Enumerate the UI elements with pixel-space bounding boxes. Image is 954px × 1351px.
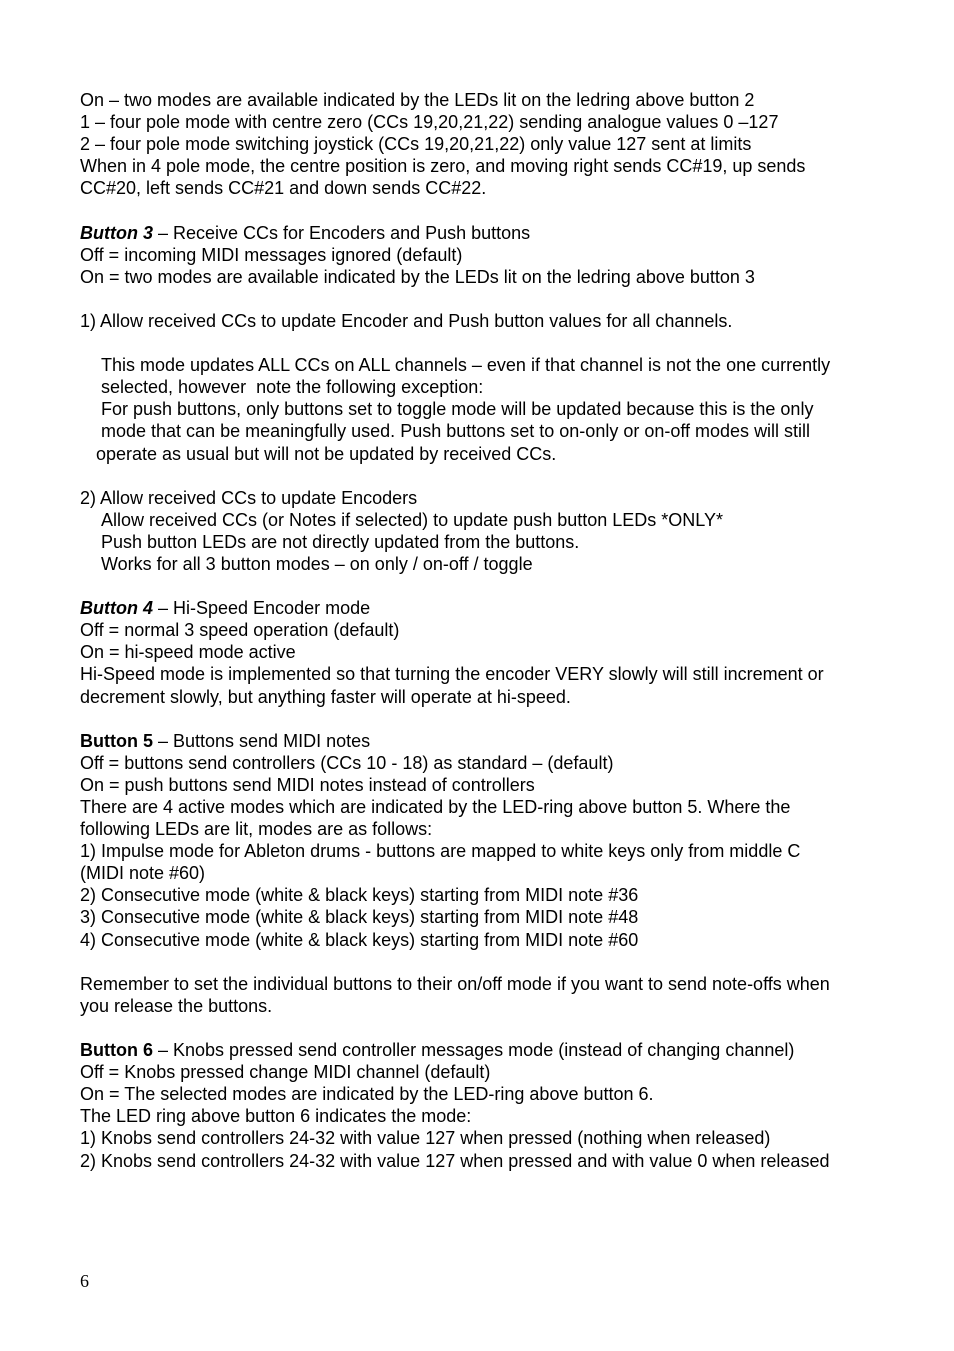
list-item: 2) Consecutive mode (white & black keys) starting from MIDI note #36: [80, 885, 639, 906]
text-line: 2) Allow received CCs to update Encoders: [80, 487, 418, 508]
paragraph-gap: [80, 708, 900, 730]
page-body: [80, 89, 900, 1172]
list-item: 3) Consecutive mode (white & black keys) starting from MIDI note #48: [80, 907, 639, 928]
paragraph-gap: [80, 951, 900, 973]
text-line: Push button LEDs are not directly updated from the buttons.: [101, 531, 580, 552]
text-line: Off = buttons send controllers (CCs 10 - 18) as standard – (default): [80, 752, 614, 773]
text-line: 2 – four pole mode switching joystick (CCs 19,20,21,22) only value 127 sent at limits: [80, 134, 752, 155]
button3-label: Button 3: [80, 222, 153, 243]
text-line: selected, however note the following exception:: [101, 377, 484, 398]
text-line: On = push buttons send MIDI notes instead of controllers: [80, 774, 535, 795]
text-line: Hi-Speed mode is implemented so that turning the encoder VERY slowly will still increment or: [80, 664, 824, 685]
paragraph-gap: [80, 575, 900, 597]
text-line: On – two modes are available indicated by the LEDs lit on the ledring above button 2: [80, 90, 755, 110]
button3-title: – Receive CCs for Encoders and Push buttons: [152, 222, 531, 243]
text-line: On = The selected modes are indicated by the LED-ring above button 6.: [80, 1084, 654, 1105]
text-line: The LED ring above button 6 indicates the mode:: [80, 1106, 472, 1127]
text-line: Remember to set the individual buttons to their on/off mode if you want to send note-offs when: [80, 973, 830, 994]
text-line: CC#20, left sends CC#21 and down sends CC#22.: [80, 178, 487, 199]
text-line: 1) Allow received CCs to update Encoder and Push button values for all channels.: [80, 310, 733, 331]
paragraph-gap: [80, 1017, 900, 1039]
button3-heading: [80, 222, 900, 244]
button4-title: – Hi-Speed Encoder mode: [152, 598, 371, 619]
text-line: Works for all 3 button modes – on only / on-off / toggle: [101, 553, 533, 574]
button5-label: Button 5: [80, 730, 153, 751]
text-line: This mode updates ALL CCs on ALL channels – even if that channel is not the one currently: [101, 355, 831, 376]
paragraph-gap: [80, 288, 900, 310]
text-line: mode that can be meaningfully used. Push buttons set to on-only or on-off modes will still: [101, 421, 811, 442]
text-line: Allow received CCs (or Notes if selected) to update push button LEDs *ONLY*: [101, 509, 723, 530]
button4-label: Button 4: [80, 598, 153, 619]
list-item: 1) Knobs send controllers 24-32 with value 127 when pressed (nothing when released): [80, 1128, 771, 1149]
text-line: Off = normal 3 speed operation (default): [80, 620, 400, 641]
text-line: Off = incoming MIDI messages ignored (default): [80, 244, 463, 265]
text-line: There are 4 active modes which are indicated by the LED-ring above button 5. Where the: [80, 797, 791, 817]
list-item: 4) Consecutive mode (white & black keys) starting from MIDI note #60: [80, 929, 639, 950]
button6-label: Button 6: [80, 1040, 153, 1061]
text-line: When in 4 pole mode, the centre position is zero, and moving right sends CC#19, up sends: [80, 156, 806, 177]
button4-heading: [80, 597, 900, 619]
page-number: 6: [80, 1271, 89, 1291]
text-line: On = two modes are available indicated by the LEDs lit on the ledring above button 3: [80, 266, 755, 287]
text-line: Off = Knobs pressed change MIDI channel (default): [80, 1062, 491, 1083]
paragraph-gap: [80, 332, 900, 354]
text-line: 1 – four pole mode with centre zero (CCs 19,20,21,22) sending analogue values 0 –127: [80, 112, 779, 133]
text-line: operate as usual but will not be updated by received CCs.: [96, 443, 557, 464]
paragraph-gap: [80, 199, 900, 221]
text-line: you release the buttons.: [80, 995, 273, 1016]
text-line: On = hi-speed mode active: [80, 642, 296, 663]
paragraph-gap: [80, 465, 900, 487]
button5-heading: [80, 730, 900, 752]
button6-title: – Knobs pressed send controller messages mode (instead of changing channel): [152, 1040, 795, 1061]
list-item: 1) Impulse mode for Ableton drums - buttons are mapped to white keys only from middle C: [80, 841, 801, 862]
button6-heading: [80, 1039, 900, 1061]
text-line: For push buttons, only buttons set to toggle mode will be updated because this is the only: [101, 399, 814, 420]
list-item: 2) Knobs send controllers 24-32 with value 127 when pressed and with value 0 when released: [80, 1150, 830, 1171]
text-line: following LEDs are lit, modes are as follows:: [80, 819, 433, 840]
button5-title: – Buttons send MIDI notes: [152, 730, 371, 751]
list-item: (MIDI note #60): [80, 863, 206, 884]
text-line: decrement slowly, but anything faster will operate at hi-speed.: [80, 686, 571, 707]
